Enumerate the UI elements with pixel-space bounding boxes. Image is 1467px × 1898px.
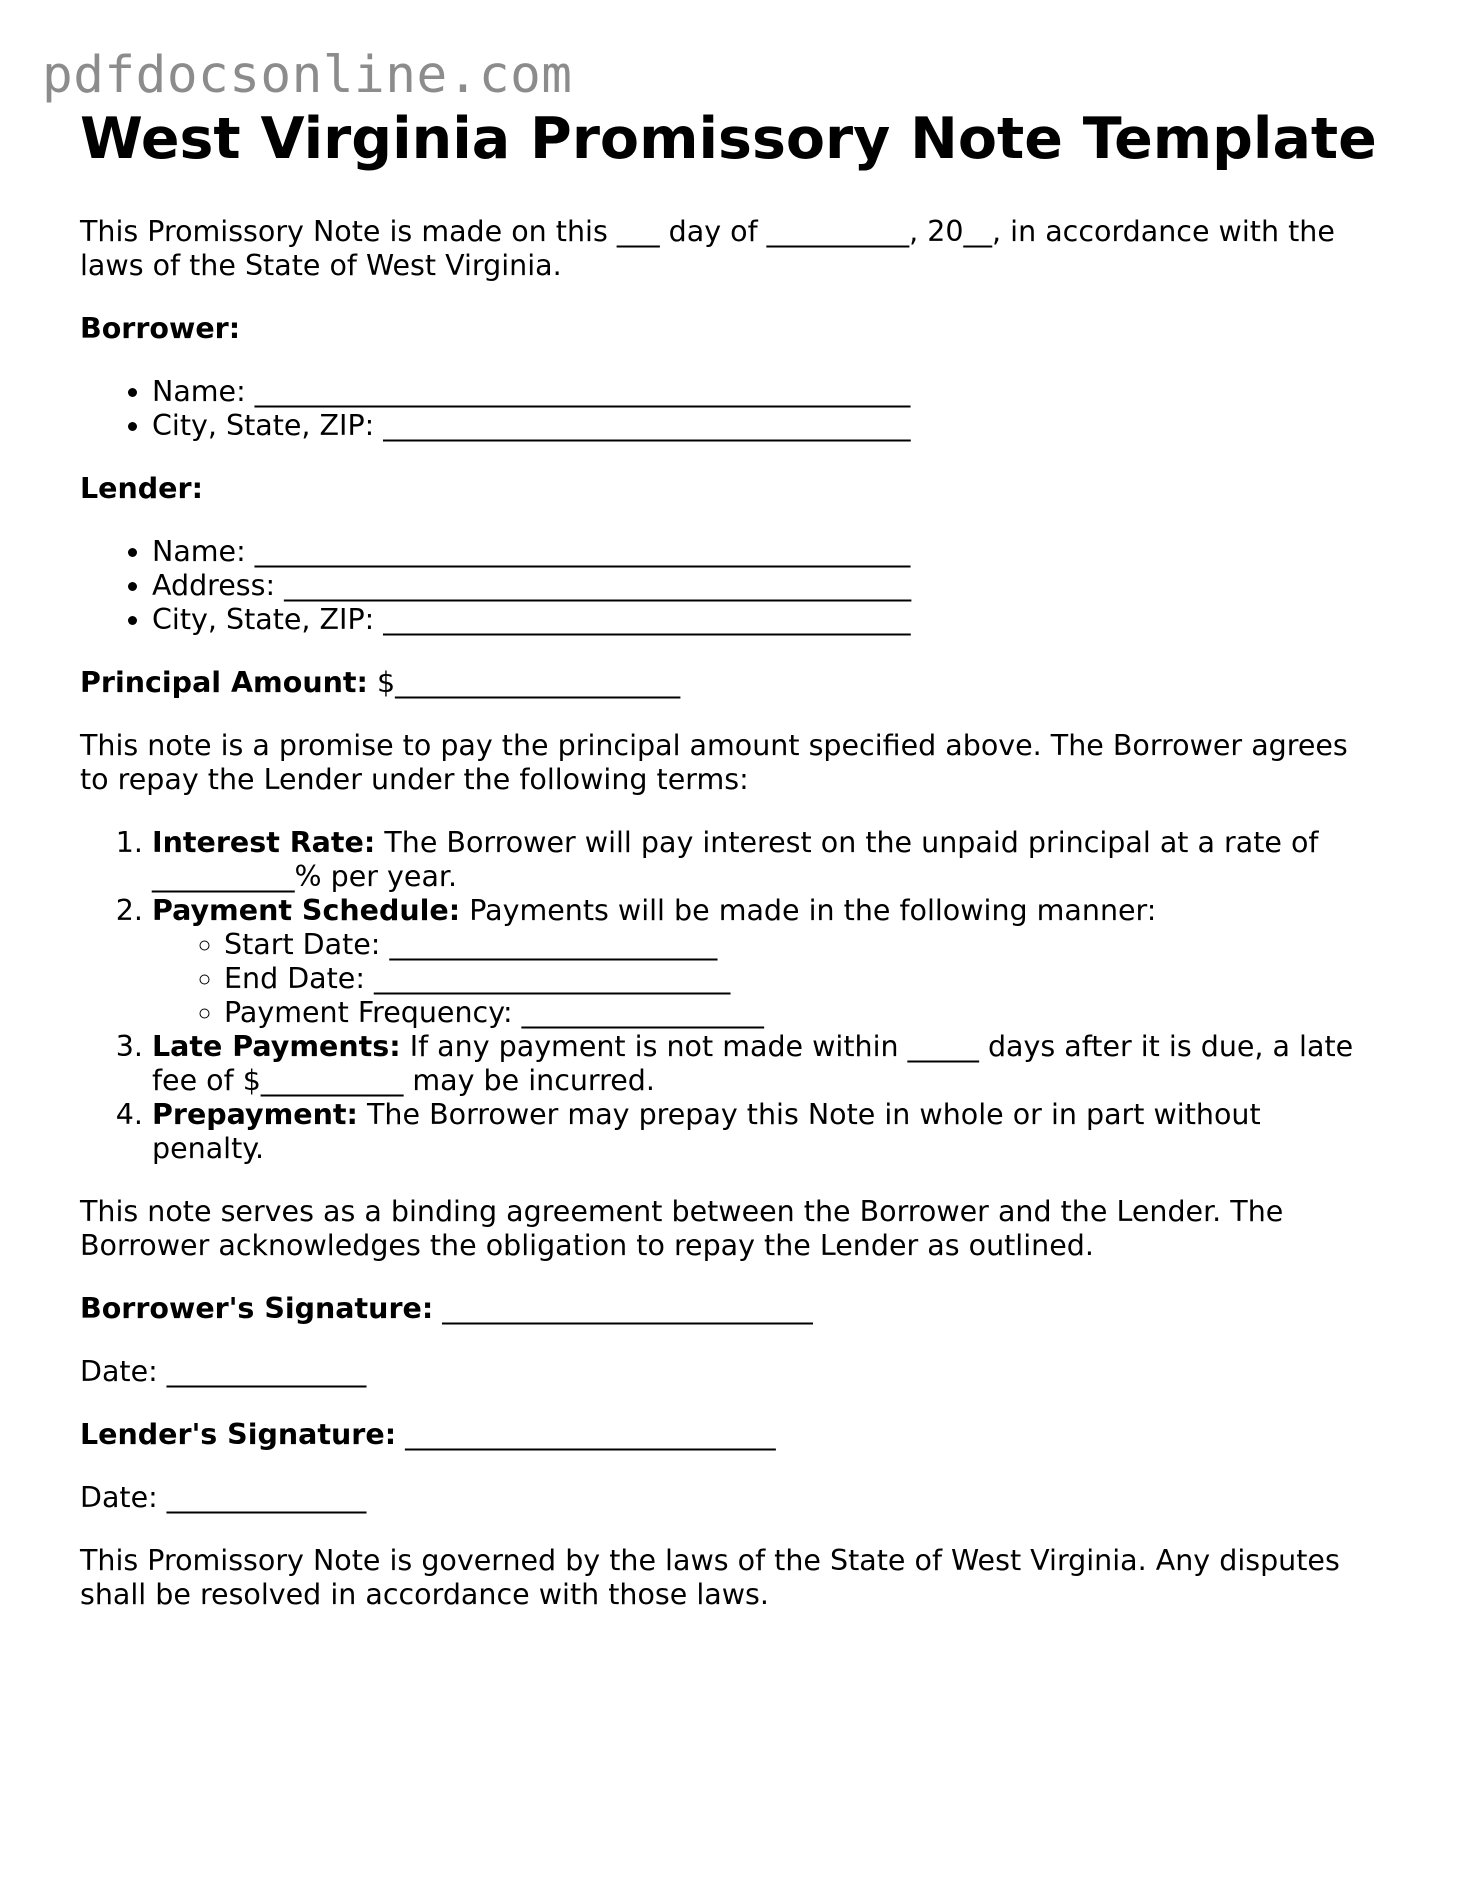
borrower-signature xyxy=(80,1292,1380,1326)
lender-signature-label: Lender's Signature: xyxy=(80,1418,397,1451)
principal-amount xyxy=(80,666,1380,700)
borrower-heading: Borrower: xyxy=(80,312,241,345)
promise-paragraph: This note is a promise to pay the principal amount specified above. The Borrower agrees to repay the Lender under the following terms: xyxy=(80,729,1348,796)
borrower-city-field: • City, State, ZIP: _____________________________________ xyxy=(152,409,1380,443)
late-label: Late Payments: xyxy=(152,1030,401,1063)
schedule-details xyxy=(152,928,1380,1030)
borrower-fields xyxy=(80,375,1380,443)
schedule-text: Payments will be made in the following manner: xyxy=(469,894,1157,927)
binding-paragraph: This note serves as a binding agreement between the Borrower and the Lender. The Borrower acknowledges the obligation to repay the Lender as outlined. xyxy=(80,1195,1284,1262)
lender-fields xyxy=(80,535,1380,637)
lender-name-field: • Name: ______________________________________________ xyxy=(152,535,1380,569)
borrower-signature-line: __________________________ xyxy=(442,1292,813,1325)
intro-paragraph: This Promissory Note is made on this ___ day of __________, 20__, in accordance with the laws of the State of West Virginia. xyxy=(80,215,1335,282)
lender-signature-line: __________________________ xyxy=(405,1418,776,1451)
interest-label: Interest Rate: xyxy=(152,826,376,859)
terms-list xyxy=(80,826,1380,1166)
lender-heading: Lender: xyxy=(80,472,203,505)
document-title: West Virginia Promissory Note Template xyxy=(80,106,1377,172)
governing-law-paragraph: This Promissory Note is governed by the laws of the State of West Virginia. Any disputes shall be resolved in accordance with those laws. xyxy=(80,1544,1340,1611)
lender-signature xyxy=(80,1418,1380,1452)
prepayment-label: Prepayment: xyxy=(152,1098,358,1131)
lender-date: Date: ______________ xyxy=(80,1481,367,1514)
prepayment-text: The Borrower may prepay this Note in whole or in part without penalty. xyxy=(152,1098,1261,1165)
borrower-signature-label: Borrower's Signature: xyxy=(80,1292,434,1325)
start-date-field: ◦ Start Date: _______________________ xyxy=(224,928,1380,962)
late-text: If any payment is not made within _____ days after it is due, a late fee of $__________ may be incurred. xyxy=(152,1030,1354,1097)
term-interest-rate xyxy=(152,826,1380,894)
document-body xyxy=(80,106,1380,1641)
site-watermark: pdfdocsonline.com xyxy=(42,46,573,105)
lender-city-field: • City, State, ZIP: _____________________________________ xyxy=(152,603,1380,637)
term-payment-schedule xyxy=(152,894,1380,1030)
payment-frequency-field: ◦ Payment Frequency: _________________ xyxy=(224,996,1380,1030)
interest-text: The Borrower will pay interest on the unpaid principal at a rate of __________% per year. xyxy=(152,826,1319,893)
principal-label: Principal Amount: xyxy=(80,666,368,699)
end-date-field: ◦ End Date: _________________________ xyxy=(224,962,1380,996)
term-late-payments xyxy=(152,1030,1380,1098)
principal-value: $____________________ xyxy=(377,666,681,699)
lender-address-field: • Address: ____________________________________________ xyxy=(152,569,1380,603)
borrower-name-field: • Name: ______________________________________________ xyxy=(152,375,1380,409)
lender-section xyxy=(80,472,1380,506)
schedule-label: Payment Schedule: xyxy=(152,894,461,927)
term-prepayment xyxy=(152,1098,1380,1166)
borrower-section xyxy=(80,312,1380,346)
borrower-date: Date: ______________ xyxy=(80,1355,367,1388)
